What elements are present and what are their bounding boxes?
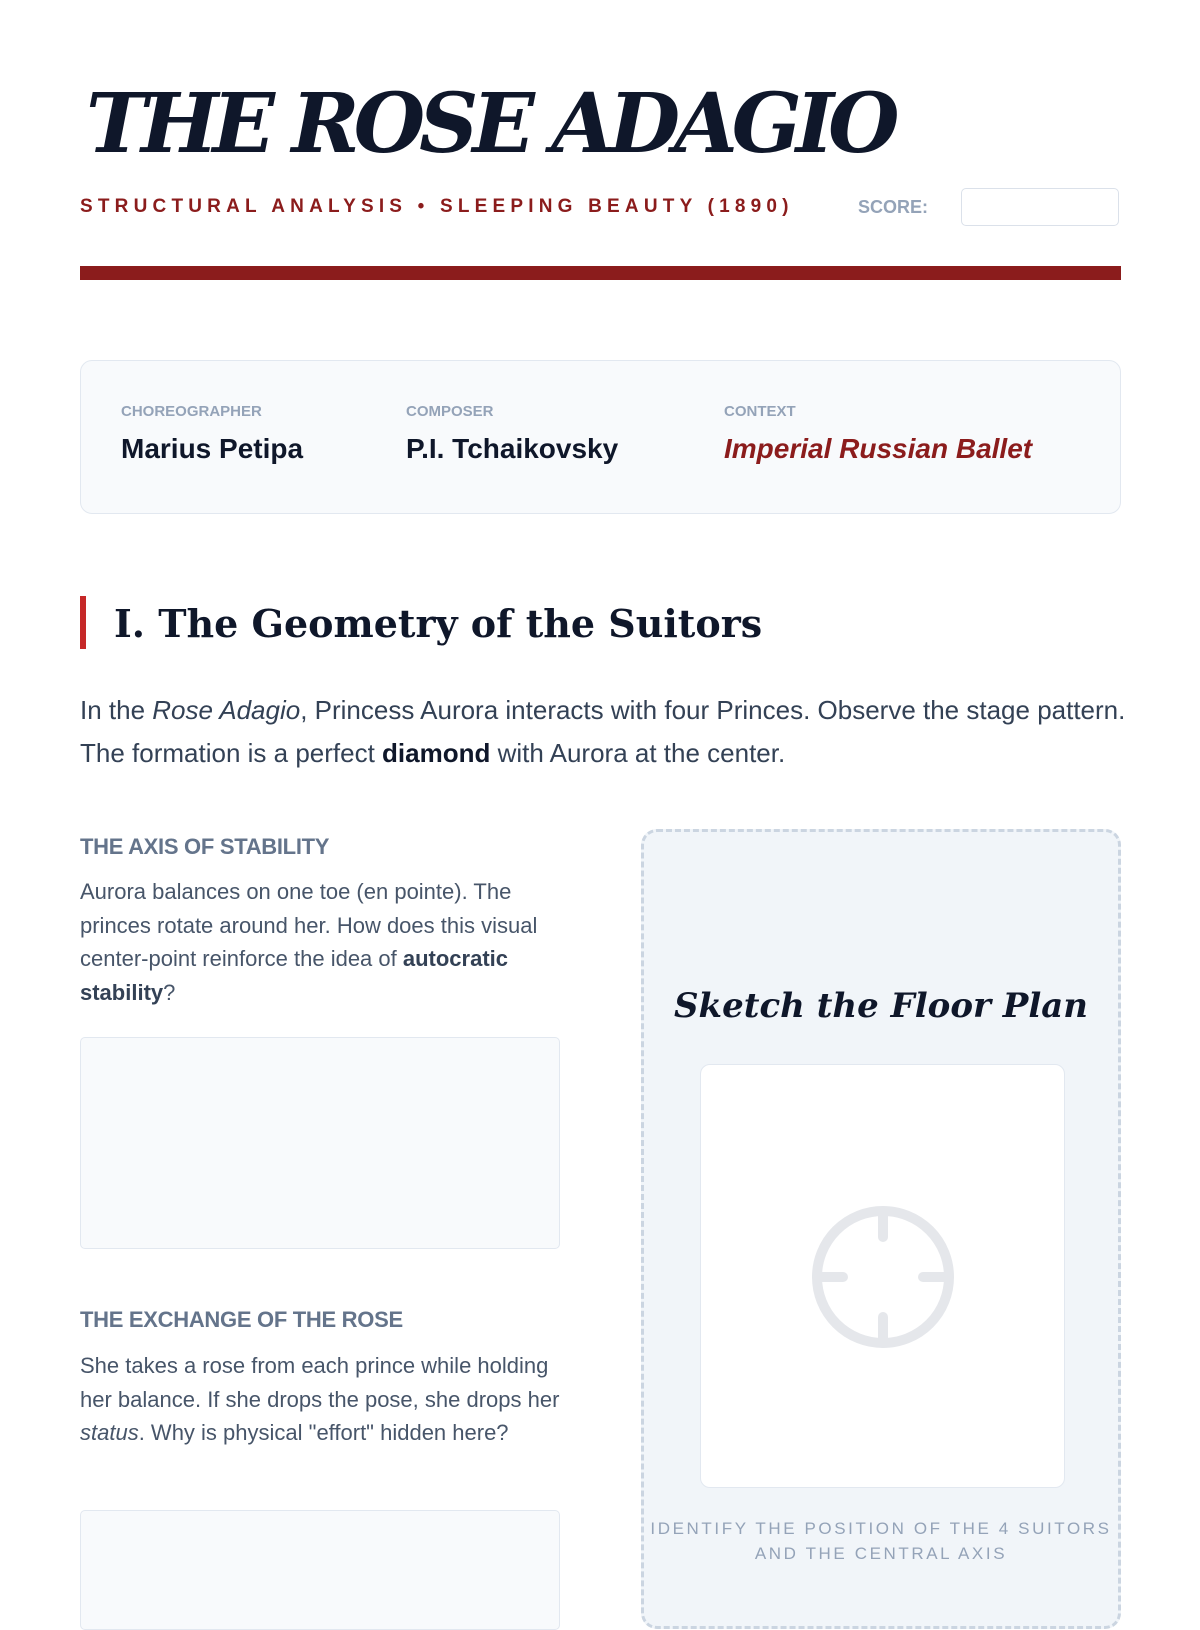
question-2-text [80,1349,560,1450]
question-strong: autocratic stability [80,946,509,1005]
header-rule [80,266,1121,280]
context-field [724,403,1032,465]
choreographer-value: Marius Petipa [121,433,304,464]
context-value: Imperial Russian Ballet [724,433,1033,464]
question-emphasis: status [80,1420,139,1445]
choreographer-field [121,403,303,465]
choreographer-label: CHOREOGRAPHER [121,403,262,420]
question-text: ? [163,979,176,1005]
intro-strong: diamond [382,738,491,768]
crosshair-icon [809,1203,957,1351]
sketch-canvas[interactable] [700,1064,1065,1488]
section-marker [80,596,86,649]
sketch-title: Sketch the Floor Plan [674,986,1088,1026]
page-subtitle: STRUCTURAL ANALYSIS • SLEEPING BEAUTY (1890) [80,196,794,217]
intro-text: In the [80,695,153,725]
intro-text: , Princess Aurora interacts with four Princes. Observe the stage pattern. The formation is a perfect [80,695,1126,768]
composer-field [406,403,618,465]
sketch-caption: IDENTIFY THE POSITION OF THE 4 SUITORS AND THE CENTRAL AXIS [650,1519,1112,1563]
sketch-panel [641,829,1121,1629]
question-2-title: THE EXCHANGE OF THE ROSE [80,1307,403,1332]
page-title: THE ROSE ADAGIO [86,76,894,172]
question-text: Aurora balances on one toe (en pointe). The princes rotate around her. How does this visual center-point reinforce the idea of [80,879,538,971]
question-2-answer-field[interactable] [80,1510,560,1630]
question-text: She takes a rose from each prince while holding her balance. If she drops the pose, she drops her [80,1353,560,1412]
intro-emphasis: Rose Adagio [152,695,301,725]
context-label: CONTEXT [724,403,796,420]
question-1-text [80,875,560,1009]
score-label: SCORE: [858,197,929,217]
section-title: I. The Geometry of the Suitors [114,601,763,646]
intro-text: with Aurora at the center. [490,738,786,768]
question-1-title: THE AXIS OF STABILITY [80,834,330,859]
question-1-answer-field[interactable] [80,1037,560,1249]
question-text: . Why is physical "effort" hidden here? [138,1420,509,1445]
section-intro [80,689,1140,775]
metadata-card [80,360,1121,514]
score-input[interactable] [961,188,1119,226]
composer-label: COMPOSER [406,403,494,420]
composer-value: P.I. Tchaikovsky [406,433,619,464]
